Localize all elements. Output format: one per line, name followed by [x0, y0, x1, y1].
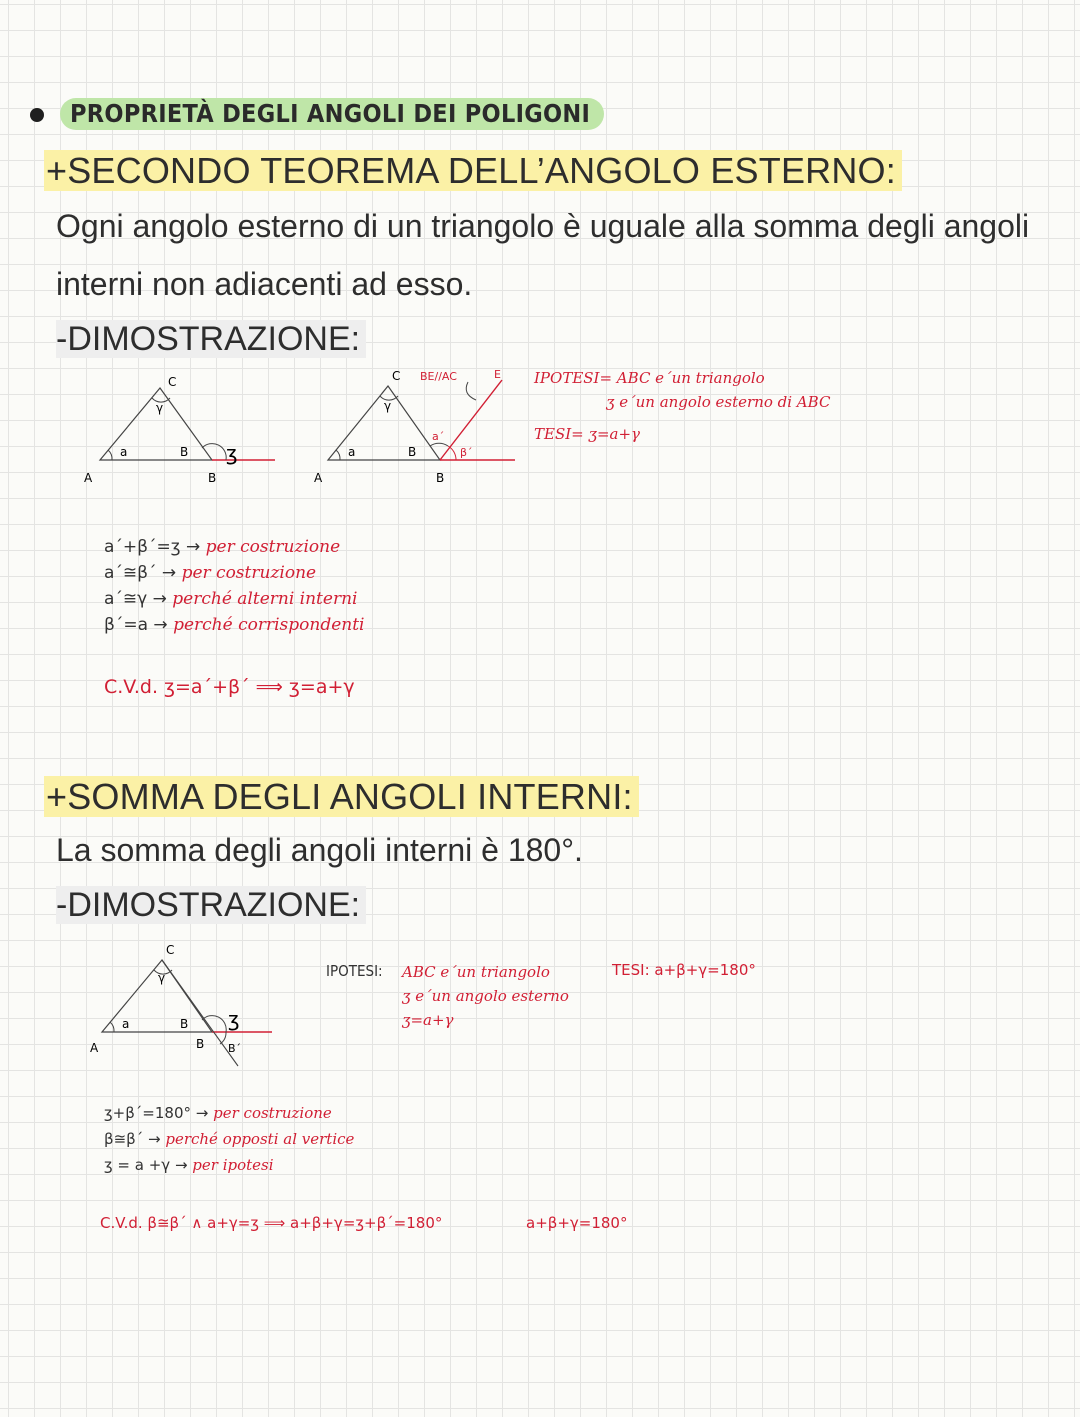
fig3-vertex-a: A: [90, 1041, 99, 1055]
section1-step-1-expr: a´+β´=ʒ →: [104, 537, 201, 557]
section2-hypothesis-line1: ABC e´un triangolo: [402, 963, 550, 981]
section2-hypothesis-line2: ʒ e´un angolo esterno: [402, 987, 569, 1005]
fig3-angle-b: B: [180, 1017, 189, 1031]
section1-step-4-reason: perché corrispondenti: [173, 615, 365, 635]
section2-title-text: +SOMMA DEGLI ANGOLI INTERNI:: [44, 776, 639, 817]
section2-demo-title: [56, 886, 366, 925]
fig1-angle-z: ʒ: [226, 441, 238, 465]
bullet-point: [30, 108, 44, 122]
fig2-vertex-a: A: [314, 471, 323, 485]
section1-demo-title: [56, 320, 366, 359]
section1-statement-line1: Ogni angolo esterno di un triangolo è uguale alla somma degli angoli: [56, 208, 1030, 244]
section1-step-1: [104, 534, 340, 560]
fig1-vertex-a: A: [84, 471, 93, 485]
fig1-angle-g: γ: [156, 401, 164, 415]
section2-step-3: [104, 1152, 274, 1178]
section1-step-4: [104, 612, 364, 638]
fig3-vertex-b: B: [196, 1037, 205, 1051]
section2-step-1: [104, 1100, 332, 1126]
section1-step-3-reason: perché alterni interni: [172, 589, 358, 609]
section2-title: [44, 776, 639, 818]
fig2-parallel-note: BE//AC: [420, 370, 457, 383]
section2-thesis: TESI: a+β+γ=180°: [612, 961, 756, 979]
fig3-angle-g: γ: [158, 971, 166, 985]
section1-conclusion: C.V.d. ʒ=a´+β´ ⟹ ʒ=a+γ: [104, 676, 355, 698]
section2-step-3-expr: ʒ = a +γ →: [104, 1156, 188, 1174]
fig1-angle-b: B: [180, 445, 189, 459]
section1-step-2: [104, 560, 316, 586]
section1-step-2-reason: per costruzione: [181, 563, 317, 583]
section1-step-2-expr: a´≅β´ →: [104, 563, 177, 583]
section1-step-3-expr: a´≅γ →: [104, 589, 167, 609]
section1-step-3: [104, 586, 357, 612]
fig2-vertex-e: E: [494, 368, 501, 381]
fig2-angle-g: γ: [384, 399, 392, 413]
section2-final: a+β+γ=180°: [526, 1214, 628, 1232]
section1-step-1-reason: per costruzione: [205, 537, 341, 557]
fig2-angle-b1: β´: [460, 446, 473, 459]
section1-demo-title-text: -DIMOSTRAZIONE:: [56, 320, 366, 358]
triangle-figure-1: [80, 370, 280, 490]
section1-step-4-expr: β´=a →: [104, 615, 168, 635]
section1-thesis: TESI= ʒ=a+γ: [534, 425, 641, 443]
section2-step-1-expr: ʒ+β´=180° →: [104, 1104, 209, 1122]
fig1-vertex-b: B: [208, 471, 217, 485]
section2-step-2: [104, 1126, 354, 1152]
fig3-angle-a: a: [122, 1017, 130, 1031]
fig1-angle-a: a: [120, 445, 128, 459]
fig3-angle-b1: B´: [228, 1042, 242, 1055]
section1-title: [44, 150, 902, 192]
fig2-angle-a1: a´: [432, 430, 445, 443]
fig3-angle-z: ʒ: [228, 1007, 240, 1031]
section1-hypothesis-line1: IPOTESI= ABC e´un triangolo: [534, 369, 765, 387]
main-title: PROPRIETÀ DEGLI ANGOLI DEI POLIGONI: [60, 98, 604, 130]
triangle-figure-3: [90, 938, 290, 1068]
fig2-vertex-b: B: [436, 471, 445, 485]
section1-statement-line2: interni non adiacenti ad esso.: [56, 266, 473, 302]
section2-statement: La somma degli angoli interni è 180°.: [56, 832, 583, 868]
fig3-vertex-c: C: [166, 943, 175, 957]
section2-hypothesis-label: IPOTESI:: [326, 962, 383, 980]
section2-step-2-reason: perché opposti al vertice: [165, 1130, 355, 1148]
fig2-angle-a: a: [348, 445, 356, 459]
section2-hypothesis-line3: ʒ=a+γ: [402, 1011, 454, 1029]
section1-hypothesis-line2: ʒ e´un angolo esterno di ABC: [606, 393, 831, 411]
section2-step-3-reason: per ipotesi: [192, 1156, 274, 1174]
fig2-vertex-c: C: [392, 369, 401, 383]
section1-title-text: +SECONDO TEOREMA DELL’ANGOLO ESTERNO:: [44, 150, 902, 191]
section2-step-1-reason: per costruzione: [213, 1104, 332, 1122]
fig1-vertex-c: C: [168, 375, 177, 389]
fig2-label-b-inner: B: [408, 445, 417, 459]
section2-demo-title-text: -DIMOSTRAZIONE:: [56, 886, 366, 924]
section2-step-2-expr: β≅β´ →: [104, 1130, 161, 1148]
triangle-figure-2: [314, 362, 520, 492]
section2-conclusion: C.V.d. β≅β´ ∧ a+γ=ʒ ⟹ a+β+γ=ʒ+β´=180°: [100, 1214, 443, 1232]
